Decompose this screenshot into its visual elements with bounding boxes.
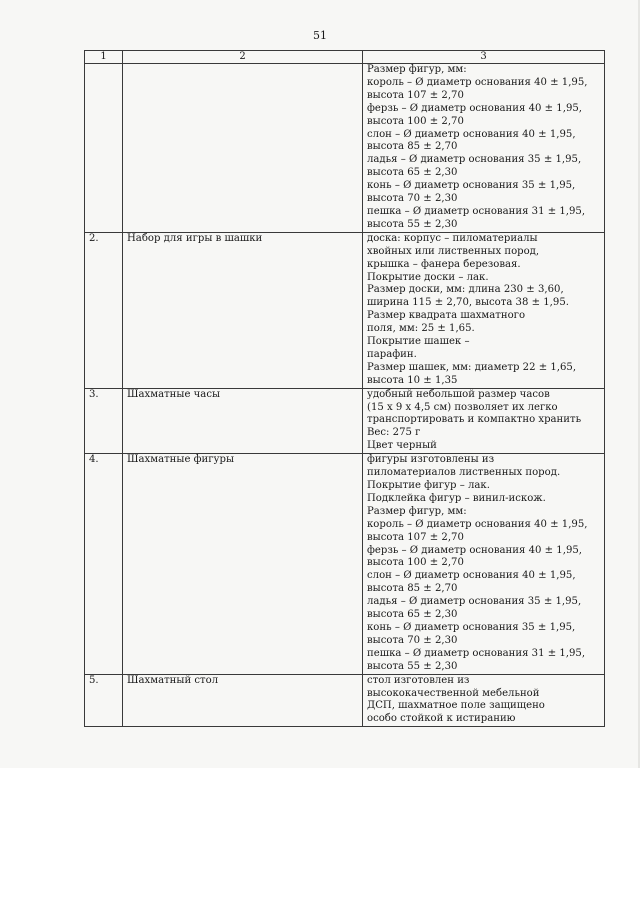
description-line: парафин. <box>367 348 417 360</box>
description-line: высота 100 ± 2,70 <box>367 115 464 127</box>
description-line: высота 65 ± 2,30 <box>367 609 458 621</box>
description-line: слон – Ø диаметр основания 40 ± 1,95, <box>367 570 576 582</box>
description-line: король – Ø диаметр основания 40 ± 1,95, <box>367 518 588 530</box>
description-line: Вес: 275 г <box>367 427 421 439</box>
description-line: стол изготовлен из <box>367 674 470 686</box>
table-row <box>85 674 605 727</box>
item-description-cell <box>363 64 605 233</box>
description-line: высота 10 ± 1,35 <box>367 374 458 386</box>
description-line: (15 х 9 х 4,5 см) позволяет их легко <box>367 401 558 413</box>
row-number-cell <box>85 64 123 233</box>
description-line: Покрытие доски – лак. <box>367 271 489 283</box>
description-line: высота 65 ± 2,30 <box>367 167 458 179</box>
item-name-cell: Шахматные часы <box>123 388 363 454</box>
description-line: Размер доски, мм: длина 230 ± 3,60, <box>367 284 564 296</box>
specification-table <box>84 50 605 727</box>
description-line: транспортировать и компактно хранить <box>367 414 582 426</box>
item-description-cell <box>363 674 605 727</box>
description-line: высота 107 ± 2,70 <box>367 531 464 543</box>
description-line: Размер фигур, мм: <box>367 505 467 517</box>
description-line: высота 85 ± 2,70 <box>367 583 458 595</box>
item-description-cell <box>363 232 605 388</box>
row-number-cell: 3. <box>85 388 123 454</box>
page-number: 51 <box>313 29 327 42</box>
description-line: высота 55 ± 2,30 <box>367 218 458 230</box>
description-line: Размер фигур, мм: <box>367 64 467 75</box>
row-number-cell: 5. <box>85 674 123 727</box>
description-line: особо стойкой к истиранию <box>367 713 516 725</box>
row-number-cell: 4. <box>85 454 123 674</box>
description-line: высота 55 ± 2,30 <box>367 660 458 672</box>
description-line: ладья – Ø диаметр основания 35 ± 1,95, <box>367 154 582 166</box>
table-row <box>85 64 605 233</box>
item-name-cell <box>123 64 363 233</box>
description-line: ДСП, шахматное поле защищено <box>367 700 545 712</box>
description-line: Размер квадрата шахматного <box>367 310 526 322</box>
description-line: Цвет черный <box>367 440 437 452</box>
item-description-cell <box>363 454 605 674</box>
description-line: Размер шашек, мм: диаметр 22 ± 1,65, <box>367 361 577 373</box>
column-header: 1 <box>85 51 123 64</box>
description-line: ладья – Ø диаметр основания 35 ± 1,95, <box>367 596 582 608</box>
table-row <box>85 388 605 454</box>
table-body <box>85 64 605 727</box>
table-row <box>85 232 605 388</box>
description-line: крышка – фанера березовая. <box>367 258 521 270</box>
description-line: хвойных или лиственных пород, <box>367 245 540 257</box>
table-row <box>85 454 605 674</box>
description-line: король – Ø диаметр основания 40 ± 1,95, <box>367 76 588 88</box>
item-name-cell: Шахматные фигуры <box>123 454 363 674</box>
table-header-row <box>85 51 605 64</box>
description-line: Покрытие фигур – лак. <box>367 480 490 491</box>
item-description-cell <box>363 388 605 454</box>
description-line: высота 107 ± 2,70 <box>367 89 464 101</box>
description-line: фигуры изготовлены из <box>367 454 495 466</box>
description-line: высота 100 ± 2,70 <box>367 557 464 569</box>
description-line: ширина 115 ± 2,70, высота 38 ± 1,95. <box>367 297 569 309</box>
description-line: высота 70 ± 2,30 <box>367 193 458 205</box>
description-line: Покрытие шашек – <box>367 336 470 348</box>
item-name-cell: Шахматный стол <box>123 674 363 727</box>
description-line: высота 70 ± 2,30 <box>367 634 458 646</box>
description-line: пешка – Ø диаметр основания 31 ± 1,95, <box>367 205 586 217</box>
description-line: ферзь – Ø диаметр основания 40 ± 1,95, <box>367 102 582 114</box>
description-line: высококачественной мебельной <box>367 687 540 699</box>
blank-margin <box>0 768 640 905</box>
column-header: 2 <box>123 51 363 64</box>
description-line: пешка – Ø диаметр основания 31 ± 1,95, <box>367 647 586 659</box>
description-line: конь – Ø диаметр основания 35 ± 1,95, <box>367 621 576 633</box>
description-line: слон – Ø диаметр основания 40 ± 1,95, <box>367 128 576 140</box>
description-line: ферзь – Ø диаметр основания 40 ± 1,95, <box>367 544 582 556</box>
item-name-cell: Набор для игры в шашки <box>123 232 363 388</box>
description-line: Подклейка фигур – винил-искож. <box>367 492 546 504</box>
description-line: пиломатериалов лиственных пород. <box>367 467 561 479</box>
description-line: конь – Ø диаметр основания 35 ± 1,95, <box>367 180 576 192</box>
row-number-cell: 2. <box>85 232 123 388</box>
description-line: удобный небольшой размер часов <box>367 388 550 400</box>
description-line: доска: корпус – пиломатериалы <box>367 232 538 244</box>
description-line: поля, мм: 25 ± 1,65. <box>367 323 475 335</box>
column-header: 3 <box>363 51 605 64</box>
description-line: высота 85 ± 2,70 <box>367 141 458 153</box>
